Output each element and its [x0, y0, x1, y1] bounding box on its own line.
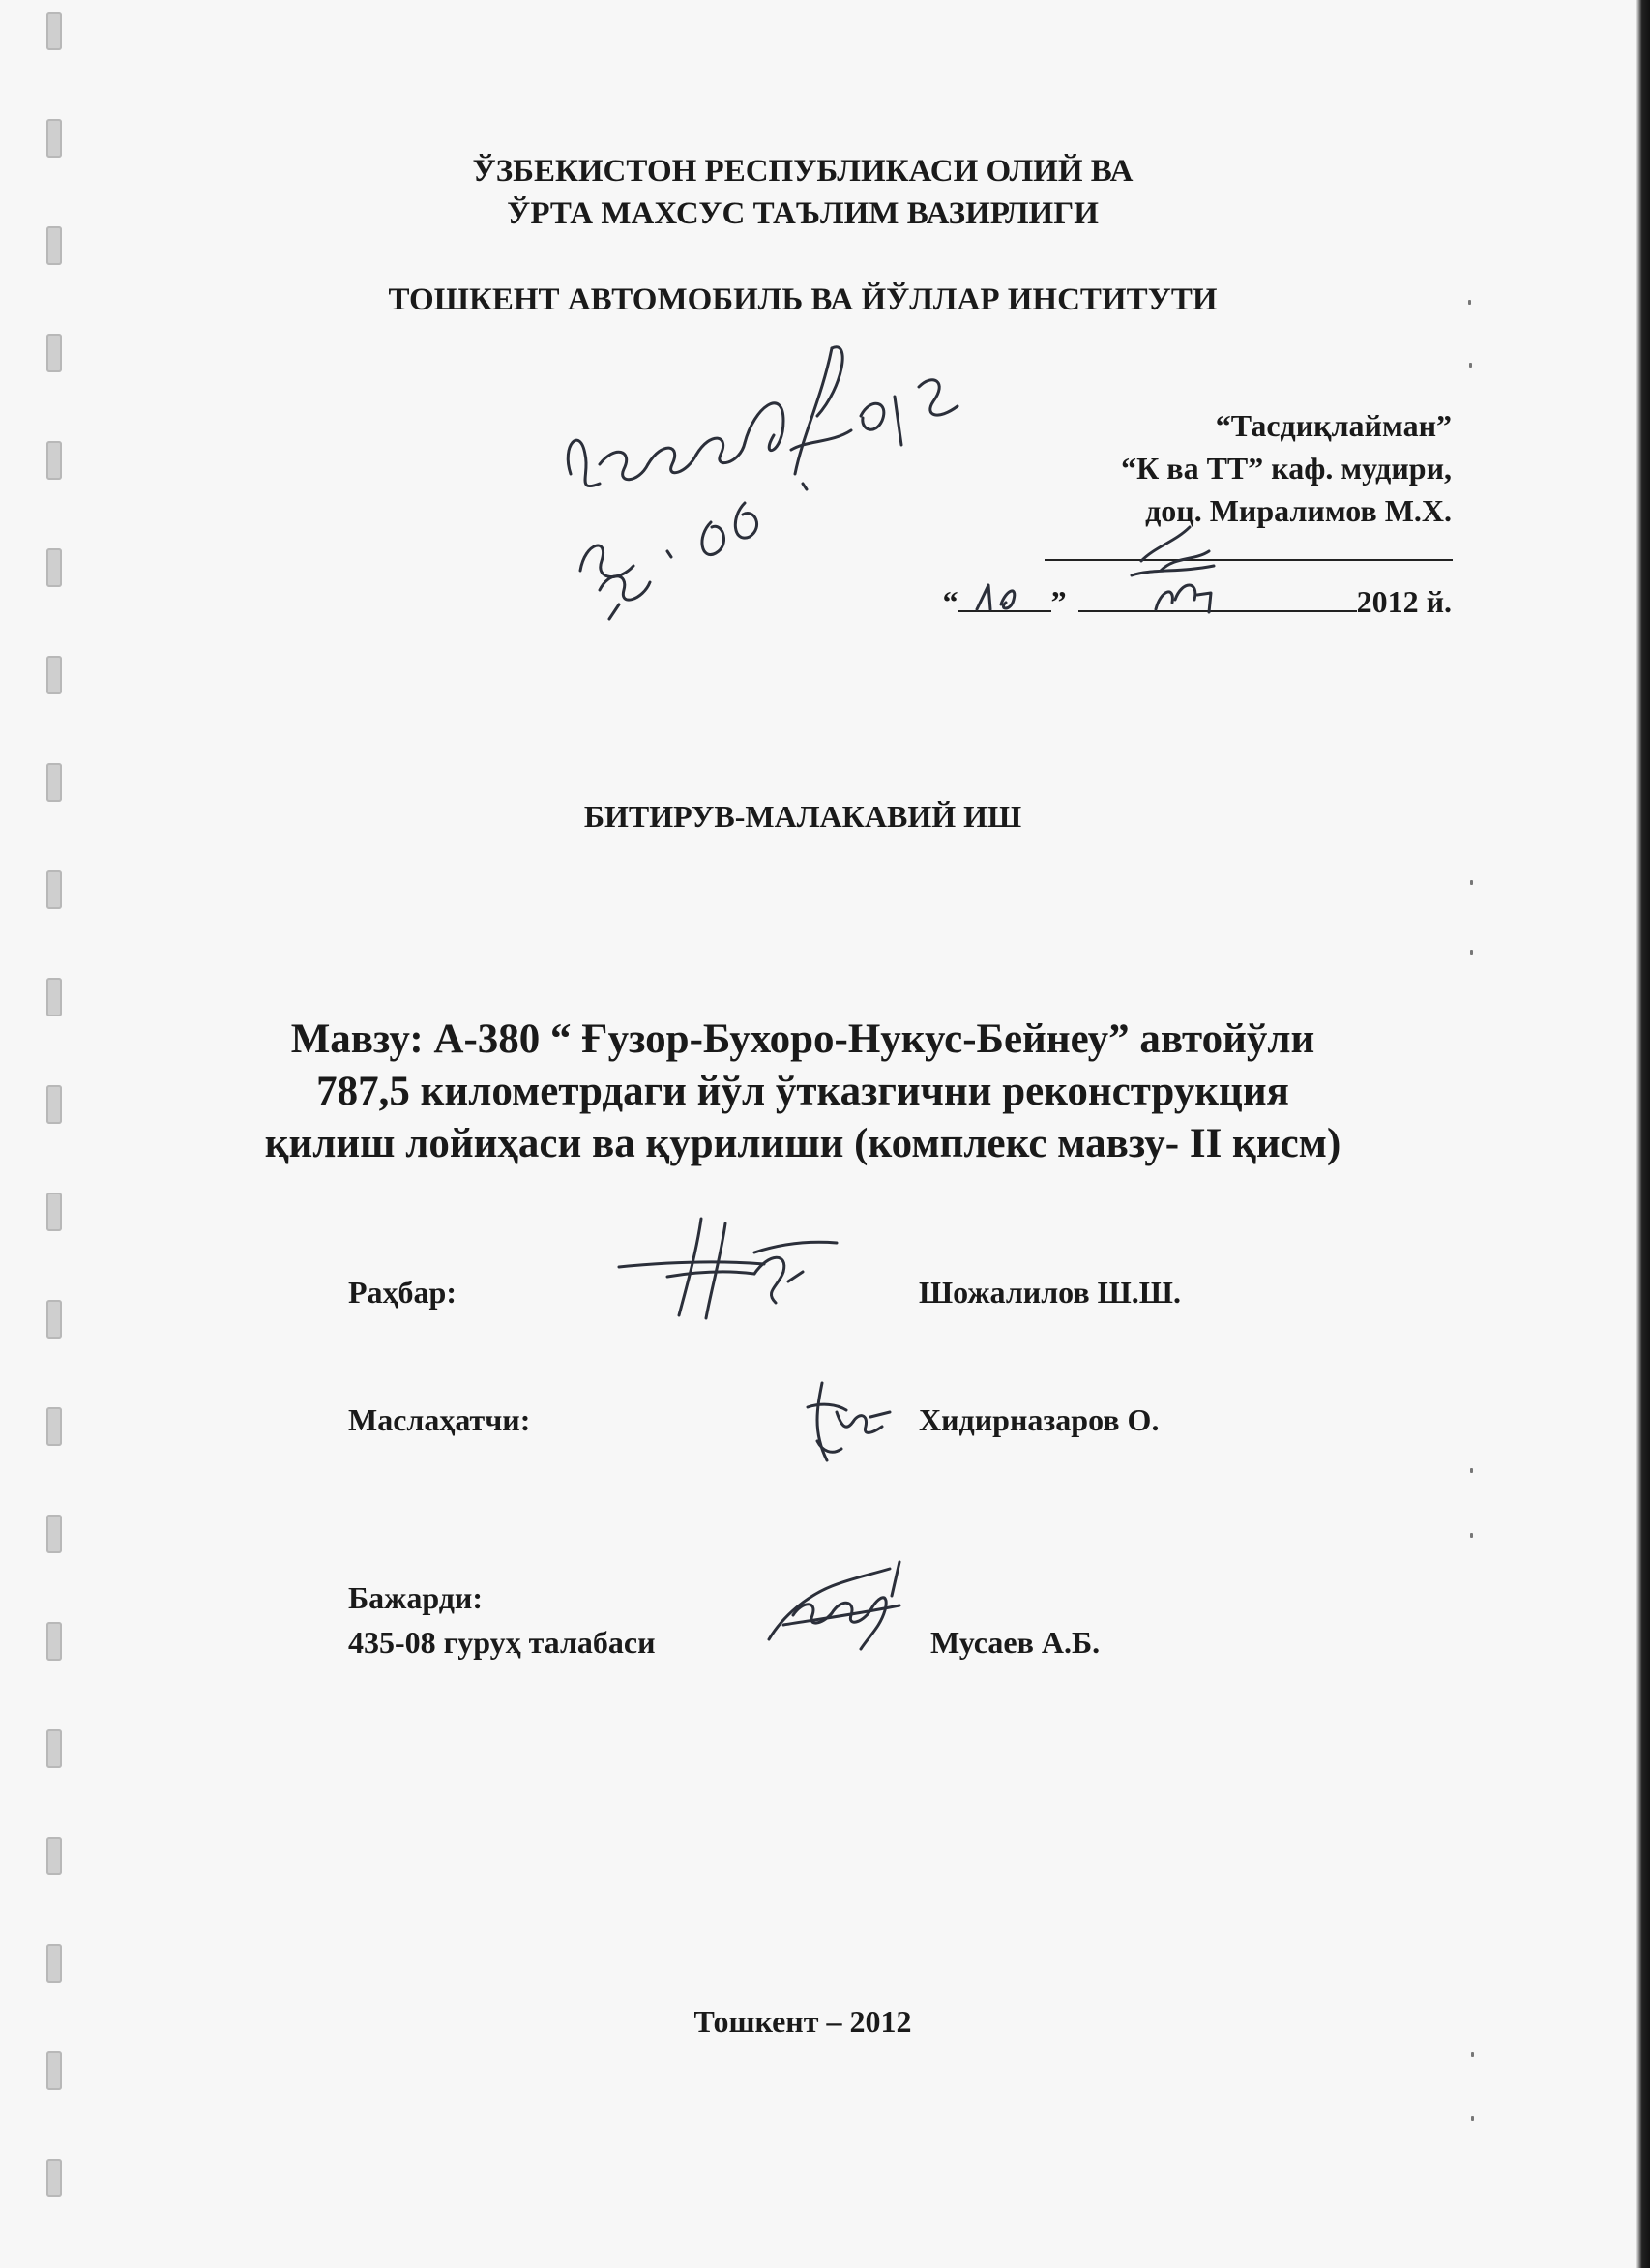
- scan-speck: [1471, 2116, 1474, 2121]
- handwritten-date-fill: [958, 566, 1248, 624]
- approval-person: доц. Миралимов М.Х.: [1145, 493, 1452, 528]
- thesis-topic: [145, 1014, 1460, 1170]
- topic-line-2: 787,5 километрдаги йўл ўтказгични реконструкция: [316, 1069, 1289, 1114]
- binding-hole: [46, 1729, 62, 1768]
- consultant-signature: [793, 1373, 899, 1480]
- institute-heading: ТОШКЕНТ АВТОМОБИЛЬ ВА ЙЎЛЛАР ИНСТИТУТИ: [388, 282, 1218, 317]
- supervisor-signature: [609, 1214, 841, 1320]
- binding-hole: [46, 1515, 62, 1553]
- binding-hole: [46, 763, 62, 802]
- ministry-line-1: ЎЗБЕКИСТОН РЕСПУБЛИКАСИ ОЛИЙ ВА: [472, 154, 1134, 189]
- consultant-name: Хидирназаров О.: [919, 1402, 1160, 1437]
- scan-speck: [1469, 363, 1472, 368]
- binding-hole: [46, 870, 62, 909]
- binding-hole: [46, 656, 62, 694]
- binding-hole: [46, 2051, 62, 2090]
- binding-hole: [46, 978, 62, 1016]
- handwritten-date-note: [542, 329, 967, 619]
- city-year: Тошкент – 2012: [693, 2004, 912, 2039]
- binding-hole: [46, 1193, 62, 1231]
- date-year: 2012 й.: [1356, 584, 1452, 619]
- approval-position: “К ва ТТ” каф. мудири,: [1121, 451, 1452, 486]
- student-name: Мусаев А.Б.: [930, 1625, 1101, 1660]
- ministry-line-2: ЎРТА МАХСУС ТАЪЛИМ ВАЗИРЛИГИ: [507, 196, 1099, 231]
- scan-speck: [1470, 1468, 1473, 1473]
- date-quote-close: ”: [1050, 584, 1067, 619]
- approval-signature-line: [1045, 559, 1453, 561]
- date-quote-open: “: [942, 584, 958, 619]
- binding-hole: [46, 1837, 62, 1875]
- supervisor-name: Шожалилов Ш.Ш.: [919, 1275, 1181, 1310]
- scan-right-edge: [1636, 0, 1650, 2268]
- scan-speck: [1470, 1533, 1473, 1538]
- binding-hole: [46, 548, 62, 587]
- binding-holes: [43, 0, 72, 2268]
- scan-speck: [1471, 2052, 1474, 2057]
- ministry-heading: [0, 150, 1606, 235]
- topic-line-1: Мавзу: А-380 “ Ғузор-Бухоро-Нукус-Бейнеу” автойўли: [290, 1016, 1315, 1062]
- work-type-heading: БИТИРУВ-МАЛАКАВИЙ ИШ: [583, 799, 1022, 834]
- binding-hole: [46, 441, 62, 480]
- binding-hole: [46, 1622, 62, 1661]
- binding-hole: [46, 1944, 62, 1983]
- student-signature: [754, 1557, 909, 1664]
- binding-hole: [46, 12, 62, 50]
- binding-hole: [46, 1407, 62, 1446]
- approval-title: “Тасдиқлайман”: [1215, 408, 1452, 443]
- supervisor-label: Раҳбар:: [348, 1275, 457, 1310]
- binding-hole: [46, 334, 62, 372]
- student-group-label: 435-08 гуруҳ талабаси: [348, 1625, 656, 1660]
- scan-speck: [1470, 950, 1473, 955]
- binding-hole: [46, 2159, 62, 2197]
- binding-hole: [46, 1085, 62, 1124]
- binding-hole: [46, 1300, 62, 1339]
- consultant-label: Маслаҳатчи:: [348, 1402, 531, 1437]
- topic-line-3: қилиш лойиҳаси ва қурилиши (комплекс мавзу- II қисм): [264, 1121, 1341, 1166]
- scan-speck: [1470, 880, 1473, 885]
- performer-label: Бажарди:: [348, 1580, 484, 1615]
